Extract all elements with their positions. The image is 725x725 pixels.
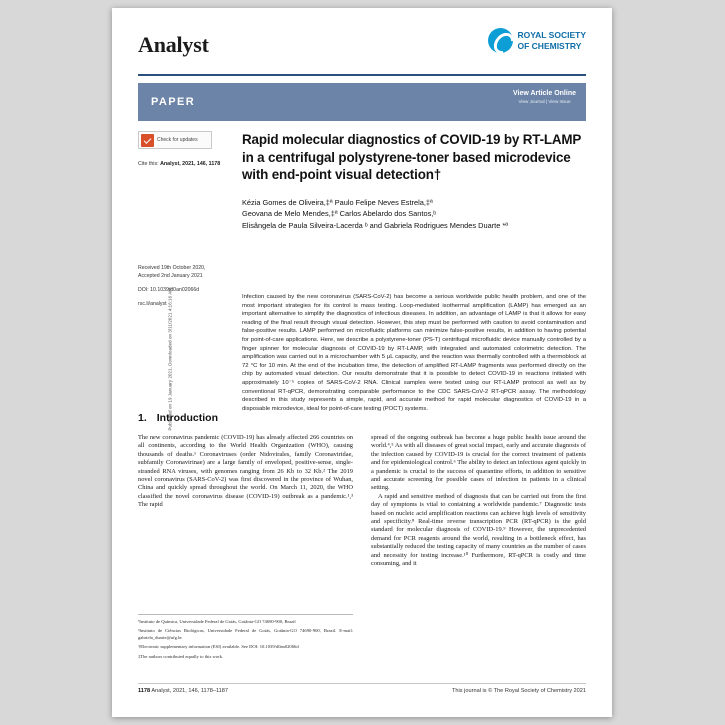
paragraph: A rapid and sensitive method of diagnosis that can be carried out from the first day of symptoms is vital to containing a worldwide pandemic.⁷ Diagnostic tests based on nucleic acid amplification reactions can achieve high levels of sensitivity and specificity.⁸ Real-time reverse transcription PCR (RT-qPCR) is the gold standard for molecular diagnosis of COVID-19.⁹ However, the unprecedented demand for PCR reagents around the world, resulting in a bottleneck effect, has substantially reduced the testing capacity of many countries as the number of cases and necessity for testing increase.¹⁰ Furthermore, RT-qPCR is costly and time consuming, and it (371, 492, 586, 568)
body-columns (138, 434, 586, 569)
article-page (112, 8, 612, 717)
rsc-logo (488, 28, 587, 53)
paper-type-label: PAPER (151, 96, 196, 108)
footnote: ‡The authors contributed equally to this work. (138, 653, 224, 659)
page-footer (138, 683, 586, 694)
page-number: 1178 (138, 688, 151, 694)
article-meta-column (138, 131, 230, 168)
title-column (242, 131, 586, 231)
masthead (138, 26, 586, 76)
title-zone (138, 131, 586, 281)
footnote: ªInstituto de Química, Universidade Federal de Goiás, Goiânia-GO 74690-900, Brazil (138, 619, 296, 624)
abstract-text: Infection caused by the new coronavirus (SARS-CoV-2) has become a serious worldwide public health problem, and one of the most important strategies for its control is mass testing. Loop-mediated isothermal amplification (LAMP) has emerged as an important alternative to simplify the diagnostics of infectious diseases. In addition, an advantage of LAMP is that it allows for easy reading of the final result through visual detection. However, this step must be performed with caution to avoid contamination and false-positive results. LAMP performed on microfluidic platforms can minimize false-positive results, in addition to having potential for point-of-care applications. Here, we describe a polystyrene-toner (PS-T) centrifugal microfluidic device manually controlled by a finger spinner for molecular diagnosis of COVID-19 by RT-LAMP, with integrated and automated colorimetric detection. The amplification was carried out in a microchamber with 5 μL capacity, and the reaction was thermally controlled with a thermoblock at 72 °C for 10 min. At the end of the incubation time, the detection of amplified RT-LAMP fragments was performed directly on the chip by automated visual detection. Our results demonstrate that it is possible to detect COVID-19 in reactions initiated with approximately 10⁻⁵ copies of SARS-CoV-2 RNA. Clinical samples were tested using our RT-LAMP protocol as well as by conventional RT-qPCR, demonstrating comparable performance to the CDC SARS-CoV-2 RT-qPCR assay. The methodology described in this study represents a simple, rapid, and accurate method for rapid molecular diagnostics of COVID-19 in a disposable microdevice, ideal for point-of-care testing (POCT) systems. (242, 294, 586, 412)
cite-this-label: Cite this: (138, 161, 159, 167)
page-content (138, 26, 586, 694)
author-line-2: Geovana de Melo Mendes,‡ª Carlos Abelardo dos Santos,ᵇ (242, 209, 437, 218)
page-title: Rapid molecular diagnostics of COVID-19 by RT-LAMP in a centrifugal polystyrene-toner based microdevice with end-point visual detection† (242, 132, 581, 182)
received-date: Received 19th October 2020, (138, 265, 206, 271)
accepted-date: Accepted 2nd January 2021 (138, 273, 203, 279)
journal-url[interactable]: rsc.li/analyst (138, 301, 167, 307)
cite-this-block (138, 160, 230, 168)
download-watermark-text: Published on 19 January 2021. Downloaded on 3/11/2021 4:16:16 AM. (167, 286, 173, 431)
section-number: 1. (138, 412, 147, 424)
paragraph: The new coronavirus pandemic (COVID-19) has already affected 266 countries on all continents, according to the World Health Organization (WHO), causing thousands of deaths.¹ Coronaviruses (order Nidovirales, family Coronaviridae, subfamily Coronavirinae) are a large family of enveloped, positive-sense, single-stranded RNA viruses, with genomes ranging from 26 Kb to 32 Kb.² The 2019 novel coronavirus (SARS-CoV-2) was first discovered in the province of Wuhan, China and quickly spread throughout the world. On March 11, 2020, the WHO classified the novel coronavirus disease (COVID-19) outbreak as a pandemic.¹,³ The rapid (138, 434, 353, 509)
footer-citation: Analyst, 2021, 146, 1178–1187 (151, 688, 229, 694)
view-article-online-link[interactable]: View Article Online (512, 90, 576, 97)
footer-left (138, 688, 228, 694)
doi-text: DOI: 10.1039/d0an02066d (138, 287, 200, 293)
footnote: ᵇInstituto de Ciências Biológicas, Universidade Federal de Goiás, Goiânia-GO 74690-900, Brazil. E-mail: gabriela_duarte@ufg.br (138, 628, 353, 640)
view-article-online[interactable] (513, 90, 576, 104)
rsc-wordmark (518, 30, 587, 51)
paper-type-bar (138, 83, 586, 121)
section-title: Introduction (156, 412, 219, 424)
footer-copyright: This journal is © The Royal Society of Chemistry 2021 (452, 688, 586, 694)
section-heading (138, 412, 218, 424)
journal-title: Analyst (138, 32, 209, 57)
crossmark-icon (141, 134, 154, 147)
body-column-right (371, 434, 586, 569)
body-column-left (138, 434, 353, 569)
rsc-c-icon (488, 28, 513, 53)
view-journal-issue-links[interactable]: View Journal | View Issue (518, 99, 571, 104)
author-line-1: Kézia Gomes de Oliveira,‡ª Paulo Felipe Neves Estrela,‡ª (242, 197, 433, 207)
footnotes-block (138, 614, 353, 663)
paragraph: spread of the ongoing outbreak has become a huge public health issue around the world.⁴,⁵ As with all diseases of great social impact, early and accurate diagnosis of the infection caused by COVID-19 is crucial for the correct treatment of patients and for epidemiological control.⁶ The ability to detect an infectious agent quickly in a pandemic is crucial to the success of quarantine efforts, in addition to sensitive and accurate screening for possible cases of infection in patients in a clinical setting. (371, 434, 586, 492)
cite-this-value: Analyst, 2021, 146, 1178 (160, 161, 221, 167)
author-list (242, 197, 586, 232)
footnote: †Electronic supplementary information (ESI) available. See DOI: 10.1039/d0an02066d (138, 644, 299, 650)
rsc-line1: ROYAL SOCIETY (517, 30, 586, 40)
author-line-3: Elisângela de Paula Silveira-Lacerda ᵇ and Gabriela Rodrigues Mendes Duarte *ª (242, 220, 508, 230)
article-history-block (138, 264, 230, 308)
crossmark-label: Check for updates (157, 137, 198, 143)
rsc-line2: OF CHEMISTRY (517, 40, 582, 51)
crossmark-button[interactable] (138, 131, 212, 149)
